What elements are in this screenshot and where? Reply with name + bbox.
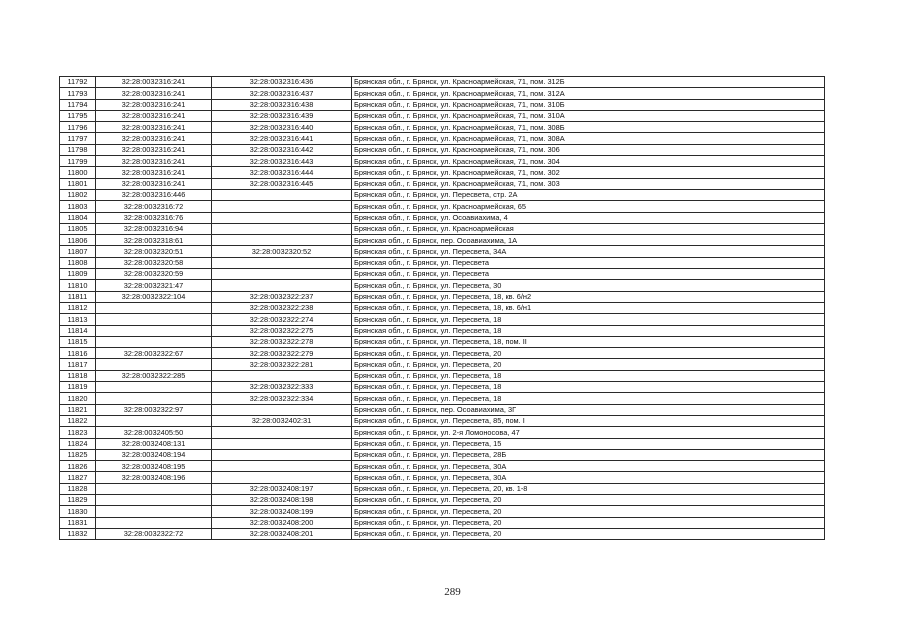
- premises-cadastral-number-cell: 32:28:0032402:31: [212, 415, 352, 426]
- table-row: [60, 99, 825, 110]
- row-number-cell: 11818: [60, 370, 96, 381]
- parcel-cadastral-number-cell: 32:28:0032316:76: [96, 212, 212, 223]
- address-cell: Брянская обл., г. Брянск, пер. Осоавиахима, 3Г: [352, 404, 825, 415]
- parcel-cadastral-number-cell: [96, 415, 212, 426]
- address-cell: Брянская обл., г. Брянск, ул. Красноармейская, 71, пом. 304: [352, 156, 825, 167]
- premises-cadastral-number-cell: 32:28:0032316:443: [212, 156, 352, 167]
- address-cell: Брянская обл., г. Брянск, ул. Пересвета, 20: [352, 506, 825, 517]
- premises-cadastral-number-cell: 32:28:0032322:334: [212, 393, 352, 404]
- row-number-cell: 11826: [60, 461, 96, 472]
- address-cell: Брянская обл., г. Брянск, ул. 2-я Ломоносова, 47: [352, 427, 825, 438]
- premises-cadastral-number-cell: [212, 427, 352, 438]
- table-row: [60, 393, 825, 404]
- premises-cadastral-number-cell: [212, 404, 352, 415]
- premises-cadastral-number-cell: [212, 370, 352, 381]
- address-cell: Брянская обл., г. Брянск, ул. Красноармейская, 71, пом. 302: [352, 167, 825, 178]
- address-cell: Брянская обл., г. Брянск, ул. Пересвета, 20: [352, 528, 825, 539]
- address-cell: Брянская обл., г. Брянск, ул. Пересвета, 18: [352, 393, 825, 404]
- parcel-cadastral-number-cell: [96, 314, 212, 325]
- table-row: [60, 472, 825, 483]
- row-number-cell: 11829: [60, 494, 96, 505]
- parcel-cadastral-number-cell: 32:28:0032316:241: [96, 167, 212, 178]
- row-number-cell: 11794: [60, 99, 96, 110]
- table-row: [60, 144, 825, 155]
- premises-cadastral-number-cell: [212, 223, 352, 234]
- address-cell: Брянская обл., г. Брянск, ул. Пересвета, 15: [352, 438, 825, 449]
- parcel-cadastral-number-cell: 32:28:0032316:241: [96, 133, 212, 144]
- parcel-cadastral-number-cell: [96, 359, 212, 370]
- address-cell: Брянская обл., г. Брянск, ул. Красноармейская, 71, пом. 306: [352, 144, 825, 155]
- premises-cadastral-number-cell: 32:28:0032408:201: [212, 528, 352, 539]
- row-number-cell: 11816: [60, 348, 96, 359]
- table-row: [60, 269, 825, 280]
- row-number-cell: 11808: [60, 257, 96, 268]
- row-number-cell: 11825: [60, 449, 96, 460]
- premises-cadastral-number-cell: [212, 189, 352, 200]
- row-number-cell: 11815: [60, 336, 96, 347]
- row-number-cell: 11796: [60, 122, 96, 133]
- row-number-cell: 11797: [60, 133, 96, 144]
- row-number-cell: 11806: [60, 235, 96, 246]
- address-cell: Брянская обл., г. Брянск, ул. Красноармейская, 65: [352, 201, 825, 212]
- row-number-cell: 11803: [60, 201, 96, 212]
- table-row: [60, 359, 825, 370]
- parcel-cadastral-number-cell: 32:28:0032405:50: [96, 427, 212, 438]
- table-row: [60, 314, 825, 325]
- premises-cadastral-number-cell: 32:28:0032316:445: [212, 178, 352, 189]
- parcel-cadastral-number-cell: [96, 382, 212, 393]
- table-row: [60, 88, 825, 99]
- parcel-cadastral-number-cell: 32:28:0032322:67: [96, 348, 212, 359]
- table-row: [60, 483, 825, 494]
- row-number-cell: 11821: [60, 404, 96, 415]
- row-number-cell: 11827: [60, 472, 96, 483]
- address-cell: Брянская обл., г. Брянск, ул. Осоавиахима, 4: [352, 212, 825, 223]
- parcel-cadastral-number-cell: 32:28:0032318:61: [96, 235, 212, 246]
- table-row: [60, 348, 825, 359]
- address-cell: Брянская обл., г. Брянск, ул. Пересвета, 18, кв. 6/н1: [352, 302, 825, 313]
- table-row: [60, 325, 825, 336]
- premises-cadastral-number-cell: [212, 257, 352, 268]
- address-cell: Брянская обл., г. Брянск, ул. Красноармейская, 71, пом. 312Б: [352, 77, 825, 88]
- table-row: [60, 336, 825, 347]
- table-row: [60, 506, 825, 517]
- row-number-cell: 11809: [60, 269, 96, 280]
- parcel-cadastral-number-cell: 32:28:0032408:131: [96, 438, 212, 449]
- parcel-cadastral-number-cell: [96, 494, 212, 505]
- table-row: [60, 110, 825, 121]
- address-cell: Брянская обл., г. Брянск, ул. Красноармейская, 71, пом. 303: [352, 178, 825, 189]
- row-number-cell: 11807: [60, 246, 96, 257]
- parcel-cadastral-number-cell: 32:28:0032320:58: [96, 257, 212, 268]
- parcel-cadastral-number-cell: 32:28:0032322:285: [96, 370, 212, 381]
- table-row: [60, 257, 825, 268]
- table-row: [60, 178, 825, 189]
- address-cell: Брянская обл., г. Брянск, ул. Пересвета, 30А: [352, 472, 825, 483]
- address-cell: Брянская обл., г. Брянск, ул. Пересвета, 28Б: [352, 449, 825, 460]
- parcel-cadastral-number-cell: [96, 517, 212, 528]
- premises-cadastral-number-cell: [212, 461, 352, 472]
- address-cell: Брянская обл., г. Брянск, ул. Красноармейская: [352, 223, 825, 234]
- address-cell: Брянская обл., г. Брянск, ул. Красноармейская, 71, пом. 310А: [352, 110, 825, 121]
- parcel-cadastral-number-cell: 32:28:0032408:196: [96, 472, 212, 483]
- parcel-cadastral-number-cell: [96, 336, 212, 347]
- row-number-cell: 11798: [60, 144, 96, 155]
- table-row: [60, 438, 825, 449]
- premises-cadastral-number-cell: [212, 201, 352, 212]
- premises-cadastral-number-cell: 32:28:0032316:441: [212, 133, 352, 144]
- table-row: [60, 189, 825, 200]
- address-cell: Брянская обл., г. Брянск, ул. Пересвета, 18, пом. II: [352, 336, 825, 347]
- table-row: [60, 404, 825, 415]
- table-row: [60, 494, 825, 505]
- address-cell: Брянская обл., г. Брянск, ул. Пересвета: [352, 257, 825, 268]
- page-number: 289: [444, 586, 461, 598]
- premises-cadastral-number-cell: [212, 438, 352, 449]
- parcel-cadastral-number-cell: [96, 302, 212, 313]
- table-row: [60, 370, 825, 381]
- table-row: [60, 235, 825, 246]
- premises-cadastral-number-cell: [212, 449, 352, 460]
- table-row: [60, 212, 825, 223]
- premises-cadastral-number-cell: 32:28:0032322:237: [212, 291, 352, 302]
- table-row: [60, 427, 825, 438]
- row-number-cell: 11799: [60, 156, 96, 167]
- address-cell: Брянская обл., г. Брянск, ул. Красноармейская, 71, пом. 310Б: [352, 99, 825, 110]
- premises-cadastral-number-cell: [212, 280, 352, 291]
- address-cell: Брянская обл., г. Брянск, ул. Пересвета, стр. 2А: [352, 189, 825, 200]
- table-row: [60, 201, 825, 212]
- row-number-cell: 11811: [60, 291, 96, 302]
- row-number-cell: 11831: [60, 517, 96, 528]
- parcel-cadastral-number-cell: 32:28:0032316:446: [96, 189, 212, 200]
- premises-cadastral-number-cell: 32:28:0032322:275: [212, 325, 352, 336]
- parcel-cadastral-number-cell: 32:28:0032408:195: [96, 461, 212, 472]
- premises-cadastral-number-cell: 32:28:0032408:200: [212, 517, 352, 528]
- row-number-cell: 11801: [60, 178, 96, 189]
- address-cell: Брянская обл., г. Брянск, ул. Пересвета, 30: [352, 280, 825, 291]
- registry-table-body: [60, 77, 825, 540]
- table-row: [60, 156, 825, 167]
- address-cell: Брянская обл., г. Брянск, ул. Пересвета, 20, кв. 1-8: [352, 483, 825, 494]
- premises-cadastral-number-cell: 32:28:0032316:442: [212, 144, 352, 155]
- row-number-cell: 11813: [60, 314, 96, 325]
- property-registry-table: [59, 76, 825, 540]
- row-number-cell: 11804: [60, 212, 96, 223]
- premises-cadastral-number-cell: 32:28:0032322:281: [212, 359, 352, 370]
- table-row: [60, 291, 825, 302]
- address-cell: Брянская обл., г. Брянск, ул. Красноармейская, 71, пом. 312А: [352, 88, 825, 99]
- table-row: [60, 133, 825, 144]
- parcel-cadastral-number-cell: [96, 483, 212, 494]
- parcel-cadastral-number-cell: 32:28:0032316:72: [96, 201, 212, 212]
- premises-cadastral-number-cell: 32:28:0032316:444: [212, 167, 352, 178]
- row-number-cell: 11820: [60, 393, 96, 404]
- address-cell: Брянская обл., г. Брянск, ул. Пересвета, 20: [352, 517, 825, 528]
- parcel-cadastral-number-cell: 32:28:0032316:241: [96, 156, 212, 167]
- parcel-cadastral-number-cell: 32:28:0032320:51: [96, 246, 212, 257]
- table-row: [60, 302, 825, 313]
- row-number-cell: 11823: [60, 427, 96, 438]
- address-cell: Брянская обл., г. Брянск, ул. Пересвета, 20: [352, 348, 825, 359]
- premises-cadastral-number-cell: [212, 472, 352, 483]
- address-cell: Брянская обл., г. Брянск, ул. Пересвета, 18: [352, 325, 825, 336]
- parcel-cadastral-number-cell: [96, 325, 212, 336]
- premises-cadastral-number-cell: 32:28:0032408:198: [212, 494, 352, 505]
- parcel-cadastral-number-cell: 32:28:0032316:241: [96, 178, 212, 189]
- address-cell: Брянская обл., г. Брянск, пер. Осоавиахима, 1А: [352, 235, 825, 246]
- table-row: [60, 528, 825, 539]
- table-row: [60, 415, 825, 426]
- table-row: [60, 517, 825, 528]
- address-cell: Брянская обл., г. Брянск, ул. Пересвета: [352, 269, 825, 280]
- premises-cadastral-number-cell: 32:28:0032316:437: [212, 88, 352, 99]
- parcel-cadastral-number-cell: 32:28:0032322:97: [96, 404, 212, 415]
- row-number-cell: 11805: [60, 223, 96, 234]
- address-cell: Брянская обл., г. Брянск, ул. Пересвета, 18: [352, 370, 825, 381]
- premises-cadastral-number-cell: 32:28:0032316:436: [212, 77, 352, 88]
- row-number-cell: 11802: [60, 189, 96, 200]
- table-row: [60, 77, 825, 88]
- parcel-cadastral-number-cell: 32:28:0032322:72: [96, 528, 212, 539]
- address-cell: Брянская обл., г. Брянск, ул. Пересвета, 20: [352, 494, 825, 505]
- parcel-cadastral-number-cell: 32:28:0032316:241: [96, 110, 212, 121]
- address-cell: Брянская обл., г. Брянск, ул. Пересвета, 30А: [352, 461, 825, 472]
- table-row: [60, 223, 825, 234]
- premises-cadastral-number-cell: 32:28:0032316:439: [212, 110, 352, 121]
- row-number-cell: 11832: [60, 528, 96, 539]
- row-number-cell: 11814: [60, 325, 96, 336]
- address-cell: Брянская обл., г. Брянск, ул. Пересвета, 18, кв. 6/н2: [352, 291, 825, 302]
- premises-cadastral-number-cell: 32:28:0032316:440: [212, 122, 352, 133]
- parcel-cadastral-number-cell: 32:28:0032321:47: [96, 280, 212, 291]
- parcel-cadastral-number-cell: 32:28:0032408:194: [96, 449, 212, 460]
- row-number-cell: 11793: [60, 88, 96, 99]
- premises-cadastral-number-cell: [212, 235, 352, 246]
- parcel-cadastral-number-cell: [96, 506, 212, 517]
- parcel-cadastral-number-cell: 32:28:0032316:241: [96, 88, 212, 99]
- table-row: [60, 167, 825, 178]
- row-number-cell: 11822: [60, 415, 96, 426]
- premises-cadastral-number-cell: 32:28:0032408:199: [212, 506, 352, 517]
- parcel-cadastral-number-cell: 32:28:0032322:104: [96, 291, 212, 302]
- address-cell: Брянская обл., г. Брянск, ул. Пересвета, 20: [352, 359, 825, 370]
- premises-cadastral-number-cell: 32:28:0032320:52: [212, 246, 352, 257]
- table-row: [60, 461, 825, 472]
- row-number-cell: 11800: [60, 167, 96, 178]
- parcel-cadastral-number-cell: 32:28:0032320:59: [96, 269, 212, 280]
- parcel-cadastral-number-cell: 32:28:0032316:241: [96, 77, 212, 88]
- premises-cadastral-number-cell: 32:28:0032322:274: [212, 314, 352, 325]
- premises-cadastral-number-cell: 32:28:0032408:197: [212, 483, 352, 494]
- table-row: [60, 382, 825, 393]
- address-cell: Брянская обл., г. Брянск, ул. Пересвета, 34А: [352, 246, 825, 257]
- address-cell: Брянская обл., г. Брянск, ул. Красноармейская, 71, пом. 308А: [352, 133, 825, 144]
- row-number-cell: 11812: [60, 302, 96, 313]
- table-row: [60, 246, 825, 257]
- table-row: [60, 280, 825, 291]
- row-number-cell: 11810: [60, 280, 96, 291]
- table-row: [60, 449, 825, 460]
- address-cell: Брянская обл., г. Брянск, ул. Пересвета, 18: [352, 382, 825, 393]
- premises-cadastral-number-cell: 32:28:0032316:438: [212, 99, 352, 110]
- row-number-cell: 11819: [60, 382, 96, 393]
- premises-cadastral-number-cell: 32:28:0032322:278: [212, 336, 352, 347]
- premises-cadastral-number-cell: 32:28:0032322:279: [212, 348, 352, 359]
- address-cell: Брянская обл., г. Брянск, ул. Красноармейская, 71, пом. 308Б: [352, 122, 825, 133]
- parcel-cadastral-number-cell: [96, 393, 212, 404]
- row-number-cell: 11817: [60, 359, 96, 370]
- parcel-cadastral-number-cell: 32:28:0032316:241: [96, 144, 212, 155]
- address-cell: Брянская обл., г. Брянск, ул. Пересвета, 18: [352, 314, 825, 325]
- premises-cadastral-number-cell: 32:28:0032322:238: [212, 302, 352, 313]
- premises-cadastral-number-cell: [212, 269, 352, 280]
- premises-cadastral-number-cell: [212, 212, 352, 223]
- row-number-cell: 11792: [60, 77, 96, 88]
- premises-cadastral-number-cell: 32:28:0032322:333: [212, 382, 352, 393]
- parcel-cadastral-number-cell: 32:28:0032316:241: [96, 99, 212, 110]
- row-number-cell: 11795: [60, 110, 96, 121]
- row-number-cell: 11828: [60, 483, 96, 494]
- row-number-cell: 11830: [60, 506, 96, 517]
- row-number-cell: 11824: [60, 438, 96, 449]
- parcel-cadastral-number-cell: 32:28:0032316:241: [96, 122, 212, 133]
- address-cell: Брянская обл., г. Брянск, ул. Пересвета, 85, пом. I: [352, 415, 825, 426]
- parcel-cadastral-number-cell: 32:28:0032316:94: [96, 223, 212, 234]
- table-row: [60, 122, 825, 133]
